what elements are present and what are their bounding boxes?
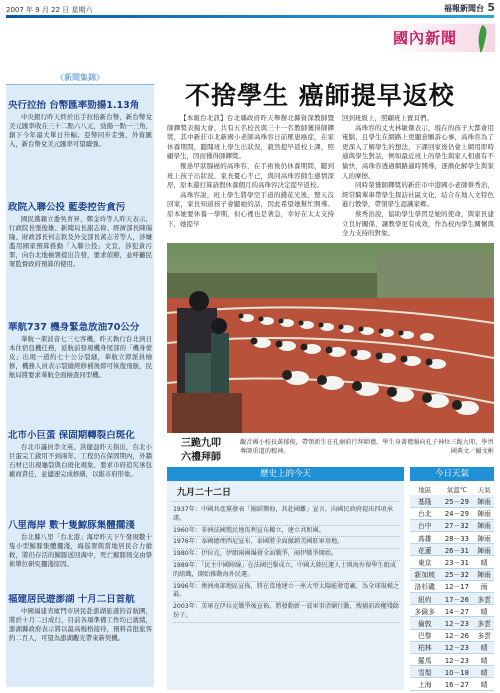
- weather-temp: 12－26: [439, 629, 474, 641]
- weather-city: 台中: [410, 519, 439, 531]
- brief-title: 政院入聯公投 藍委控告貪污: [8, 202, 126, 213]
- weather-condition: 雨: [474, 580, 494, 592]
- issue-date: 2007 年 9 月 22 日 星期六: [6, 6, 93, 14]
- article-paragraph: 【本報台北訊】台北縣政府昨天舉辦北縣資深教師暨師鐸獎表揚大會，共有五名校長與三十一名教師獲得師鐸獎，其中新莊市北新國小老師高珠容日前罹患癌症，在家休養期間，聽聞班上學生出狀況，毅然提早返校上課，照顧學生，因而獲得師鐸獎。: [167, 114, 334, 161]
- history-item: 1980年：伊拉克、伊朗兩國爆發全面戰爭，兩伊戰爭開始。: [173, 549, 400, 561]
- weather-city: 羅馬: [410, 653, 439, 665]
- weather-city: 上海: [410, 678, 439, 690]
- weather-city: 多倫多: [410, 605, 439, 617]
- history-item: 1960年：非洲法國殖民地馬利宣布獨立，建立共和國。: [173, 526, 400, 538]
- weather-row: [410, 653, 494, 665]
- weather-temp: 16－27: [439, 678, 474, 690]
- weather-col-header: 天氣: [477, 486, 491, 494]
- page-header: [0, 0, 500, 22]
- weather-row: [410, 593, 494, 605]
- taiwan-map-icon: [475, 24, 489, 54]
- weather-row: [410, 678, 494, 690]
- brief-title: 福建居民遊澎湖 十月二日首航: [8, 594, 135, 605]
- history-item: 2003年：美軍在伊拉克戰爭後宣佈，將發動新一波軍事清剿行動，搜捕前政權殘餘份子。: [173, 602, 400, 623]
- brief-item: [6, 430, 154, 479]
- weather-condition: 晴: [474, 641, 494, 653]
- weather-city: 倫敦: [410, 617, 439, 629]
- weather-row: [410, 666, 494, 678]
- weather-condition: 陣雨: [474, 495, 494, 507]
- photo-caption: [240, 438, 494, 456]
- brief-title: 北市小巨蛋 保固期轉裂白斑化: [8, 430, 135, 441]
- weather-header: 今日天氣: [410, 467, 494, 481]
- brief-body: 中央銀行昨天終於出手拉抬新台幣，新台幣兌美元匯率收在三十二點六八元，勁揚一點一三角，創下今年最大單日升幅；亞幣同步走強，外資匯入，新台幣兌美元匯率可望續強。: [9, 113, 152, 149]
- weather-temp: 12－23: [439, 653, 474, 665]
- brief-item: [6, 594, 154, 643]
- weather-condition: 陣雨: [474, 544, 494, 556]
- weather-condition: 晴: [474, 605, 494, 617]
- weather-box: [410, 467, 494, 690]
- brief-title: 八里海岸 數十隻鯨豚集體擱淺: [8, 520, 135, 531]
- weather-row: [410, 568, 494, 580]
- ceremony-photo-image: [167, 243, 494, 433]
- history-date: 九月二十二日: [171, 481, 400, 502]
- weather-city: 花蓮: [410, 544, 439, 556]
- weather-condition: 多雲: [474, 593, 494, 605]
- header-stripe: [6, 15, 494, 18]
- weather-city: 東京: [410, 556, 439, 568]
- weather-row: [410, 580, 494, 592]
- weather-city: 柏林: [410, 641, 439, 653]
- weather-row: [410, 617, 494, 629]
- publication-name: 福報新聞台: [444, 4, 484, 13]
- weather-temp: 27－32: [439, 519, 474, 531]
- weather-city: 台北: [410, 507, 439, 519]
- weather-col-header: 地區: [418, 486, 432, 494]
- section-title: 國內新聞: [393, 29, 458, 47]
- weather-row: [410, 519, 494, 531]
- weather-temp: 10－18: [439, 666, 474, 678]
- main-headline: 不捨學生 癌師提早返校: [185, 81, 455, 110]
- photo-caption-text: 觀音國小校長黃郁俊，帶領新生在孔廟前行拜師禮，學生身著禮服向孔子神位三跪九叩，學習尊師重道的精神。: [240, 439, 494, 455]
- weather-condition: 陣雨: [474, 532, 494, 544]
- history-list: [167, 502, 404, 623]
- weather-temp: 23－31: [439, 556, 474, 568]
- weather-temp: 14－27: [439, 605, 474, 617]
- page-number: 5: [487, 1, 495, 14]
- weather-condition: 多雲: [474, 629, 494, 641]
- article-paragraph: 高珠容說，班上學生將學空手道的錢花光後，整天沒回家，家長知道孩子會聽她的話，因此希望她幫忙開導。原本她要休養一學期，但心裡也是著急，幸好在太太支持下，她提早: [167, 190, 334, 228]
- weather-col-header: 氣溫℃: [446, 486, 468, 494]
- article-paragraph: 高珠容的丈夫林敏傑表示，現在的孩子大都會用電腦，且學生在網路上更顯意願訴心事，高珠容為了更深入了解學生的想法，下課回家後仍會上網用即時通與學生對話，例如最近班上的學生與家人相處有不愉快，高珠容透過網路適時開導，逐漸化解學生與家人的摩擦。: [342, 123, 494, 180]
- weather-row: [410, 605, 494, 617]
- brief-body: 中國福建省廈門市居民赴澎湖旅遊的首航團，將於十月二日成行，目前各項準備工作均已就緒，澎湖縣政府表示將以最高規格接待，預料首批旅客約二百人，可望為澎湖觀光帶來新契機。: [9, 607, 152, 643]
- brief-body: 華航一架波音七三七客機，昨天執行台北到日本住宿包機任務，返航前發現機身尾部的「機身蒙皮」出現一道約七十公分裂縫，華航立即派員檢修，機務人員表示裂縫經修補後即可恢復飛航，民航局將要求華航全面檢查同型機。: [9, 335, 152, 380]
- weather-city: 基隆: [410, 495, 439, 507]
- history-item: 1976年：泰國總理西尼宣布，泰國將全面撤銷美國駐軍基地。: [173, 537, 400, 549]
- weather-row: [410, 507, 494, 519]
- weather-temp: 28－33: [439, 532, 474, 544]
- history-item: 1989年：「民主中國陣線」在法國巴黎成立，中國大陸民運人士與海外留學生組成的組織，開始推動海外民運。: [173, 561, 400, 582]
- news-briefs: [6, 72, 154, 687]
- brief-body: 國民黨籍立委吳育昇、鄭金玲等人昨天表示，行政院長張俊雄、新聞局長謝志偉、經濟部長陳瑞隆、財政部長何志欽及外交部長黃志芳等人，涉嫌濫用國家預算推動「入聯公投」文宣，涉犯貪污罪，向台北地檢署提出告發，要求偵辦，並呼籲民眾監督政府預算的使用。: [9, 215, 152, 269]
- weather-temp: 25－32: [439, 568, 474, 580]
- weather-city: 雪梨: [410, 666, 439, 678]
- brief-item: [6, 202, 154, 270]
- weather-city: 洛杉磯: [410, 580, 439, 592]
- photo-credit: 國典文／攝文彬: [450, 448, 494, 455]
- history-item: 1937年：中國共產黨發表「團結禦侮，共赴國難」宣言，向國民政府提出四項承諾。: [173, 505, 400, 526]
- weather-table: [410, 484, 494, 691]
- weather-city: 新加坡: [410, 568, 439, 580]
- weather-condition: 陣雨: [474, 568, 494, 580]
- weather-condition: 晴: [474, 678, 494, 690]
- weather-condition: 陣雨: [474, 507, 494, 519]
- history-header: 歷史上的今天: [167, 467, 404, 481]
- weather-city: 巴黎: [410, 629, 439, 641]
- weather-condition: 晴: [474, 556, 494, 568]
- brief-item: [6, 100, 154, 149]
- history-today-box: [167, 467, 404, 690]
- weather-condition: 晴: [474, 666, 494, 678]
- weather-condition: 多雲: [474, 617, 494, 629]
- weather-temp: 26－31: [439, 544, 474, 556]
- section-banner: [375, 24, 495, 52]
- weather-condition: 晴: [474, 653, 494, 665]
- weather-rows: [410, 495, 494, 690]
- history-item: 1996年：澳洲南部地區宣佈，將在當地建立一座大型太陽能發電廠，為全球規模之最。: [173, 582, 400, 603]
- article-column-1: [167, 114, 334, 229]
- weather-row: [410, 641, 494, 653]
- weather-row: [410, 629, 494, 641]
- weather-row: [410, 495, 494, 507]
- photo-caption-title: 三跪九叩 六禮拜師: [181, 438, 221, 463]
- article-paragraph: 罹患甲狀腺癌的高珠容，在手術後仍休養期間，聽到班上孩子出狀況，家長憂心不已，與同高珠容師生感情深厚，原本還打算請假休養個月的高珠容決定提早返校。: [167, 161, 334, 190]
- weather-row: [410, 532, 494, 544]
- weather-row: [410, 544, 494, 556]
- weather-temp: 24－29: [439, 507, 474, 519]
- article-paragraph: 同時榮獲師鐸獎的新莊市中港國小老師蔡秀治，經常騎單車帶學生探訪社區文化，結合在地人文特色進行教學，帶領學生認識家鄉。: [342, 181, 494, 209]
- brief-item: [6, 322, 154, 380]
- brief-body: 台北市議員李文英、洪健益昨天指出，台北小巨蛋完工啟用不到兩年，工程仍在保固期內，外牆石材已出現龜裂與白斑化現象，要求市府追究承包廠商責任，並儘速完成修繕，以維市府形象。: [9, 443, 152, 479]
- weather-city: 高雄: [410, 532, 439, 544]
- weather-condition: 陣雨: [474, 519, 494, 531]
- weather-temp: 12－23: [439, 617, 474, 629]
- brief-title: 央行拉抬 台幣匯率勁揚1.13角: [8, 100, 140, 111]
- weather-temp: 12－17: [439, 580, 474, 592]
- article-paragraph: 回到班級上，照顧班上寶貝們。: [342, 114, 433, 122]
- weather-row: [410, 556, 494, 568]
- weather-temp: 12－23: [439, 641, 474, 653]
- weather-city: 紐約: [410, 593, 439, 605]
- article-column-2: [342, 114, 494, 239]
- news-photo: [167, 243, 494, 433]
- weather-temp: 17－26: [439, 593, 474, 605]
- brief-item: [6, 520, 154, 569]
- briefs-header: 《新聞集錦》: [6, 72, 154, 85]
- weather-temp: 25－29: [439, 495, 474, 507]
- article-paragraph: 蔡秀治說，協助學生學習是她的使命，與家長建立良好關係，讓教學更有成效，作為校內學生關懷與全力支持的對象。: [342, 209, 494, 238]
- brief-body: 台北縣八里「台北港」海岸昨天下午發現數十隻小型鯨豚集體擱淺，海巡署與當地居民合力搶救，將仍存活的鯨豚送回海中，死亡鯨豚則交由學術單位研究擱淺原因。: [9, 533, 152, 569]
- brief-title: 華航737 機身緊急放油70公分: [8, 322, 140, 333]
